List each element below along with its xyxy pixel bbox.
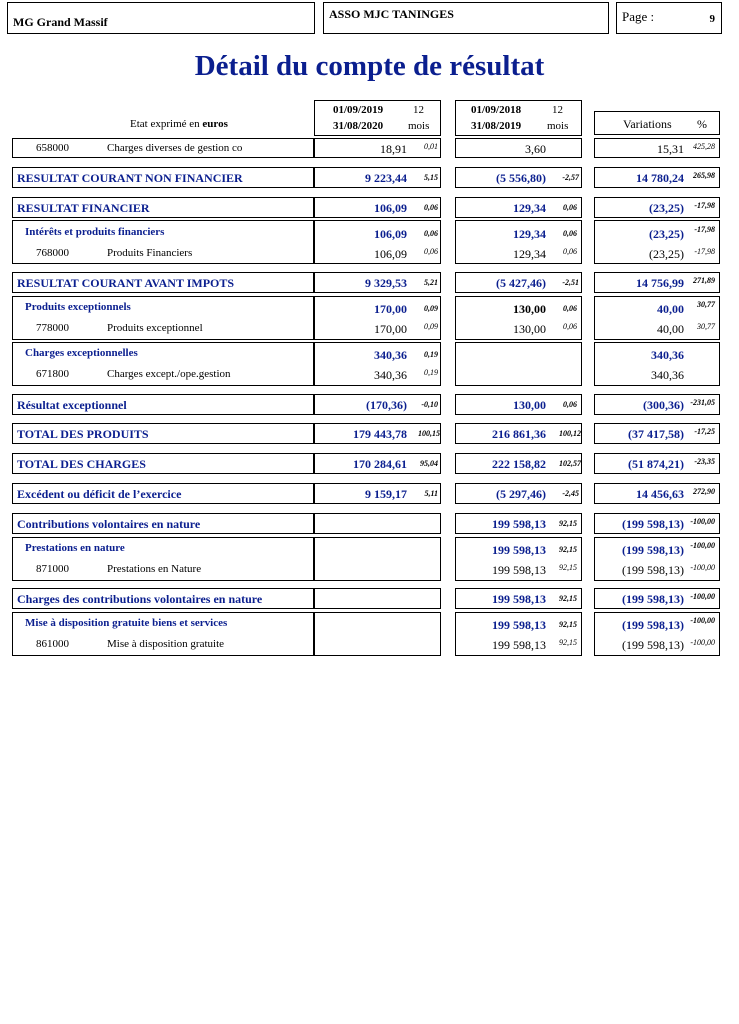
variation-percent: -100,00 — [690, 517, 715, 526]
variation-amount: (51 874,21) — [628, 457, 684, 471]
current-amount: 170 284,61 — [353, 457, 407, 471]
variation-percent: 271,89 — [693, 276, 715, 285]
variation-percent: -17,98 — [694, 247, 715, 256]
previous-amount: (5 556,80) — [496, 171, 546, 185]
account-label: Produits exceptionnel — [107, 322, 203, 334]
variation-amount: 14 780,24 — [636, 171, 684, 185]
variation-amount: (199 598,13) — [622, 638, 684, 652]
previous-amount: 129,34 — [513, 201, 546, 215]
previous-amount: 216 861,36 — [492, 427, 546, 441]
account-number: 778000 — [36, 322, 69, 334]
previous-amount: 130,00 — [513, 322, 546, 336]
variation-amount: (199 598,13) — [622, 517, 684, 531]
cur-box-15 — [314, 612, 441, 656]
variation-amount: (37 417,58) — [628, 427, 684, 441]
previous-percent: 92,15 — [559, 563, 577, 572]
previous-percent: 0,06 — [563, 304, 577, 313]
previous-start-date: 01/09/2018 — [471, 104, 522, 116]
current-amount: 340,36 — [374, 368, 407, 382]
prev-box-1 — [455, 138, 582, 158]
current-amount: (170,36) — [366, 398, 407, 412]
current-amount: 106,09 — [374, 227, 407, 241]
previous-amount: 3,60 — [525, 142, 546, 156]
previous-end-date: 31/08/2019 — [471, 120, 522, 132]
variation-percent: -231,05 — [690, 398, 715, 407]
subsection-label: Prestations en nature — [25, 542, 125, 554]
variation-amount: (199 598,13) — [622, 592, 684, 606]
current-amount: 170,00 — [374, 322, 407, 336]
variation-percent: 425,28 — [693, 142, 715, 151]
account-number: 871000 — [36, 563, 69, 575]
current-amount: 9 329,53 — [365, 276, 407, 290]
variation-amount: (199 598,13) — [622, 543, 684, 557]
cur-box-13 — [314, 537, 441, 581]
variation-percent: 272,90 — [693, 487, 715, 496]
previous-amount: 129,34 — [513, 247, 546, 261]
previous-percent: 0,06 — [563, 400, 577, 409]
previous-amount: 130,00 — [513, 398, 546, 412]
previous-percent: -2,57 — [562, 173, 579, 182]
current-months: 12 — [413, 104, 424, 116]
account-number: 658000 — [36, 142, 69, 154]
current-percent: 0,09 — [424, 304, 438, 313]
previous-percent: -2,45 — [562, 489, 579, 498]
previous-percent: 100,12 — [559, 429, 581, 438]
previous-percent: 0,06 — [563, 247, 577, 256]
variation-amount: (199 598,13) — [622, 618, 684, 632]
variation-amount: 14 756,99 — [636, 276, 684, 290]
variation-amount: (23,25) — [649, 247, 684, 261]
previous-months-label: mois — [547, 120, 569, 132]
variation-amount: 340,36 — [651, 348, 684, 362]
current-amount: 9 159,17 — [365, 487, 407, 501]
account-label: Charges diverses de gestion co — [107, 142, 243, 154]
current-percent: 0,19 — [424, 350, 438, 359]
account-label: Mise à disposition gratuite — [107, 638, 225, 650]
variation-percent: -100,00 — [690, 616, 715, 625]
section-label: TOTAL DES CHARGES — [17, 457, 146, 471]
unit-caption — [130, 118, 228, 130]
previous-amount: 199 598,13 — [492, 517, 546, 531]
variation-percent: -100,00 — [690, 563, 715, 572]
previous-amount: 129,34 — [513, 227, 546, 241]
variation-percent: -17,25 — [694, 427, 715, 436]
page-label: Page : — [622, 9, 655, 24]
variation-amount: 14 456,63 — [636, 487, 684, 501]
section-label: Contributions volontaires en nature — [17, 517, 201, 531]
variation-percent: -23,35 — [694, 457, 715, 466]
variations-label: Variations — [623, 117, 672, 131]
account-label: Prestations en Nature — [107, 563, 202, 575]
variation-amount: (23,25) — [649, 227, 684, 241]
variation-amount: 340,36 — [651, 368, 684, 382]
section-label: Résultat exceptionnel — [17, 398, 127, 412]
section-label: Excédent ou déficit de l’exercice — [17, 487, 182, 501]
current-period-header — [314, 100, 441, 136]
variation-percent: 30,77 — [697, 322, 715, 331]
variations-header — [594, 111, 720, 135]
prev-box-7 — [455, 342, 582, 386]
association-box — [323, 2, 609, 34]
variation-percent: -100,00 — [690, 638, 715, 647]
previous-percent: -2,51 — [562, 278, 579, 287]
current-months-label: mois — [408, 120, 430, 132]
previous-months: 12 — [552, 104, 563, 116]
association-name: ASSO MJC TANINGES — [329, 7, 454, 21]
current-amount: 9 223,44 — [365, 171, 407, 185]
current-amount: 106,09 — [374, 201, 407, 215]
current-amount: 18,91 — [380, 142, 407, 156]
previous-amount: 199 598,13 — [492, 618, 546, 632]
current-percent: 0,06 — [424, 247, 438, 256]
section-label: RESULTAT FINANCIER — [17, 201, 150, 215]
cur-box-1 — [314, 138, 441, 158]
variation-amount: (300,36) — [643, 398, 684, 412]
company-name: MG Grand Massif — [13, 15, 108, 29]
variation-amount: 40,00 — [657, 322, 684, 336]
current-percent: 0,06 — [424, 203, 438, 212]
previous-amount: 199 598,13 — [492, 592, 546, 606]
current-end-date: 31/08/2020 — [333, 120, 384, 132]
subsection-label: Produits exceptionnels — [25, 301, 131, 313]
cur-box-12 — [314, 513, 441, 534]
variation-percent: -17,98 — [694, 201, 715, 210]
page-number: 9 — [709, 13, 715, 25]
previous-amount: (5 427,46) — [496, 276, 546, 290]
current-amount: 179 443,78 — [353, 427, 407, 441]
current-percent: -0,10 — [421, 400, 438, 409]
current-amount: 340,36 — [374, 348, 407, 362]
previous-amount: 199 598,13 — [492, 638, 546, 652]
section-label: Charges des contributions volontaires en nature — [17, 592, 263, 606]
previous-amount: 222 158,82 — [492, 457, 546, 471]
current-start-date: 01/09/2019 — [333, 104, 384, 116]
account-number: 861000 — [36, 638, 69, 650]
previous-amount: 199 598,13 — [492, 543, 546, 557]
page-box — [616, 2, 722, 34]
previous-percent: 92,15 — [559, 519, 577, 528]
account-label: Charges except./ope.gestion — [107, 368, 231, 380]
variation-amount: 40,00 — [657, 302, 684, 316]
account-number: 768000 — [36, 247, 69, 259]
section-label: RESULTAT COURANT NON FINANCIER — [17, 171, 243, 185]
current-amount: 170,00 — [374, 302, 407, 316]
unit-prefix: Etat exprimé en — [130, 118, 200, 130]
variation-percent: -100,00 — [690, 592, 715, 601]
previous-percent: 92,15 — [559, 594, 577, 603]
variation-percent: 30,77 — [697, 300, 715, 309]
current-percent: 0,09 — [424, 322, 438, 331]
current-percent: 0,01 — [424, 142, 438, 151]
current-percent: 5,21 — [424, 278, 438, 287]
previous-period-header — [455, 100, 582, 136]
cur-box-14 — [314, 588, 441, 609]
section-label: RESULTAT COURANT AVANT IMPOTS — [17, 276, 235, 290]
previous-percent: 102,57 — [559, 459, 581, 468]
page-title: Détail du compte de résultat — [194, 50, 545, 82]
current-percent: 0,19 — [424, 368, 438, 377]
previous-amount: (5 297,46) — [496, 487, 546, 501]
account-label: Produits Financiers — [107, 247, 193, 259]
current-percent: 5,15 — [424, 173, 438, 182]
current-percent: 95,04 — [420, 459, 438, 468]
account-number: 671800 — [36, 368, 69, 380]
subsection-label: Mise à disposition gratuite biens et services — [25, 617, 228, 629]
previous-percent: 92,15 — [559, 620, 577, 629]
subsection-label: Charges exceptionnelles — [25, 347, 138, 359]
previous-amount: 130,00 — [513, 302, 546, 316]
variation-percent: 265,98 — [693, 171, 715, 180]
previous-percent: 0,06 — [563, 229, 577, 238]
variation-amount: 15,31 — [657, 142, 684, 156]
company-box — [7, 2, 315, 34]
section-label: TOTAL DES PRODUITS — [17, 427, 149, 441]
previous-percent: 92,15 — [559, 545, 577, 554]
current-amount: 106,09 — [374, 247, 407, 261]
previous-amount: 199 598,13 — [492, 563, 546, 577]
current-percent: 100,15 — [418, 429, 440, 438]
unit-value: euros — [202, 118, 228, 130]
variation-amount: (199 598,13) — [622, 563, 684, 577]
variation-amount: (23,25) — [649, 201, 684, 215]
previous-percent: 0,06 — [563, 203, 577, 212]
previous-percent: 0,06 — [563, 322, 577, 331]
variation-percent: -100,00 — [690, 541, 715, 550]
percent-label: % — [697, 117, 707, 131]
current-percent: 0,06 — [424, 229, 438, 238]
subsection-label: Intérêts et produits financiers — [25, 226, 165, 238]
variation-percent: -17,98 — [694, 225, 715, 234]
previous-percent: 92,15 — [559, 638, 577, 647]
current-percent: 5,11 — [424, 489, 438, 498]
